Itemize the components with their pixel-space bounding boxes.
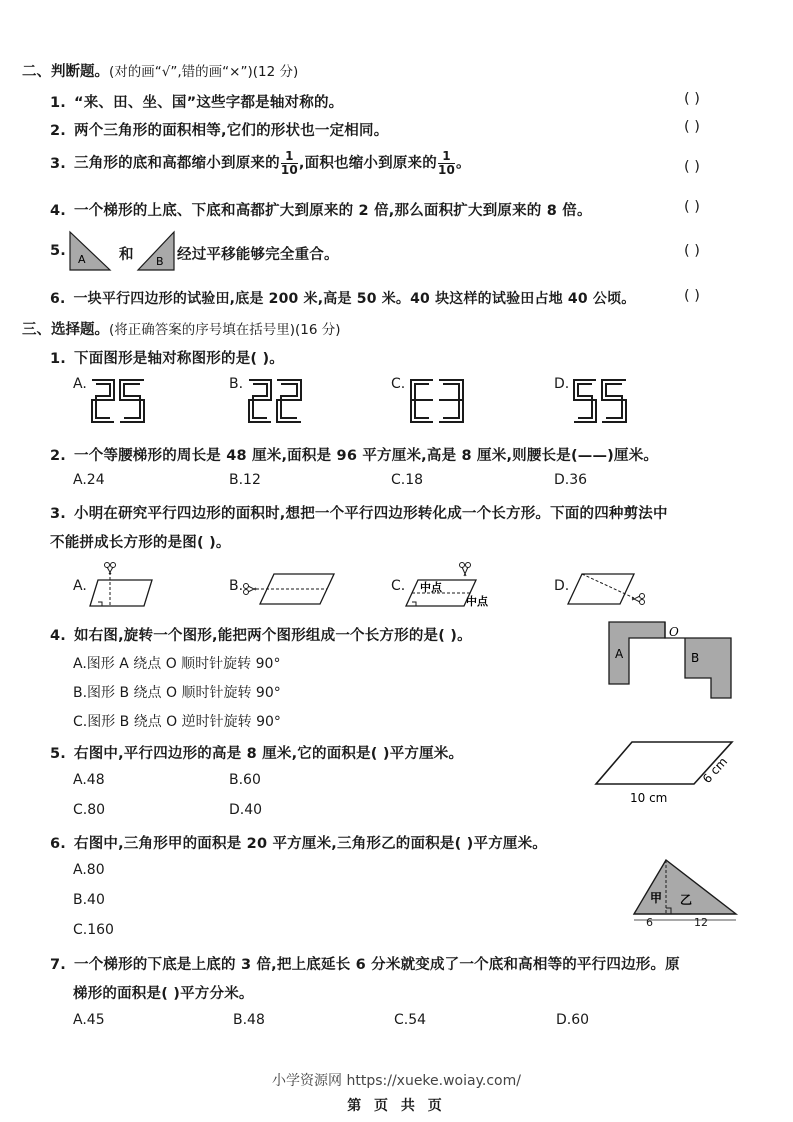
- question-text: 如右图,旋转一个图形,能把两个图形组成一个长方形的是( )。: [74, 628, 472, 644]
- triangle-figure: [632, 858, 740, 930]
- question-number: 6.: [50, 291, 66, 307]
- answer-paren-3[interactable]: ( ): [684, 159, 700, 175]
- option-3c[interactable]: C.: [391, 578, 406, 594]
- triangle-a-label: A: [78, 253, 86, 266]
- digit-5-shape: [120, 380, 144, 422]
- question-text: 一个梯形的上底、下底和高都扩大到原来的 2 倍,那么面积扩大到原来的 8 倍。: [74, 203, 592, 219]
- section3-title: 三、选择题。: [22, 322, 109, 338]
- question-text: 小明在研究平行四边形的面积时,想把一个平行四边形转化成一个长方形。下面的四种剪法中: [74, 506, 668, 522]
- option-5d[interactable]: D.40: [229, 802, 263, 818]
- scissors-icon: [460, 563, 471, 577]
- option-2b[interactable]: B.12: [229, 472, 261, 488]
- question-text: 一个等腰梯形的周长是 48 厘米,面积是 96 平方厘米,高是 8 厘米,则腰长是(——)厘米。: [74, 448, 659, 464]
- option-1d[interactable]: D.: [554, 376, 570, 392]
- question-text-5: 经过平移能够完全重合。: [177, 247, 339, 263]
- label-6: 6: [646, 916, 653, 929]
- question-text-3-line2: 不能拼成长方形的是图( )。: [50, 535, 231, 551]
- choice-question-2: [50, 444, 658, 465]
- option-5a[interactable]: A.48: [73, 772, 105, 788]
- judge-question-6: [50, 288, 636, 308]
- footer-page: 第 页 共 页: [347, 1098, 446, 1114]
- parallelogram-figure: [594, 740, 744, 810]
- digit-3-mirror-shape: [411, 380, 433, 422]
- scissors-icon: [105, 563, 116, 575]
- section3-heading: [22, 318, 341, 339]
- choice-question-3: [50, 502, 668, 523]
- answer-paren-5[interactable]: ( ): [684, 243, 700, 259]
- scissors-icon: [632, 594, 645, 605]
- fraction: [438, 150, 455, 177]
- option-6a[interactable]: A.80: [73, 862, 105, 878]
- digits-25-figure: [90, 378, 146, 426]
- question-text: “来、田、坐、国”这些字都是轴对称的。: [74, 95, 344, 111]
- section2-subtitle: (对的画“√”,错的画“×”)(12 分): [109, 64, 299, 80]
- section2-title: 二、判断题。: [22, 64, 109, 80]
- option-1b[interactable]: B.: [229, 376, 244, 392]
- parallelogram-shape: [568, 574, 634, 604]
- triangle-a-figure: [68, 230, 112, 272]
- option-7b[interactable]: B.48: [233, 1012, 265, 1028]
- cut-figure-d: [568, 572, 652, 610]
- choice-question-1: [50, 347, 284, 368]
- option-7a[interactable]: A.45: [73, 1012, 105, 1028]
- digit-2-shape: [249, 380, 271, 422]
- option-7d[interactable]: D.60: [556, 1012, 590, 1028]
- judge-question-4: [50, 199, 592, 220]
- fraction-denominator: 10: [280, 163, 298, 177]
- base-label: 10 cm: [630, 791, 668, 805]
- option-2d[interactable]: D.36: [554, 472, 588, 488]
- fraction-numerator: 1: [281, 150, 298, 164]
- triangle-a-shape: [70, 232, 110, 270]
- judge-question-3: [50, 150, 471, 177]
- question-text-7-line2: 梯形的面积是( )平方分米。: [73, 986, 254, 1002]
- digit-3-shape: [439, 380, 463, 422]
- option-6c[interactable]: C.160: [73, 922, 114, 938]
- section2-heading: [22, 60, 298, 81]
- cut-figure-a: [88, 562, 158, 612]
- jia-label: 甲: [650, 891, 663, 905]
- label-12: 12: [694, 916, 708, 929]
- option-3d[interactable]: D.: [554, 578, 570, 594]
- digit-2-shape: [92, 380, 114, 422]
- question-number-5: 5.: [50, 243, 66, 259]
- triangle-b-figure: [136, 230, 176, 272]
- fraction: [281, 150, 298, 177]
- question-number: 1.: [50, 95, 66, 111]
- digits-55-figure: [572, 378, 628, 426]
- question-text: 一块平行四边形的试验田,底是 200 米,高是 50 米。40 块这样的试验田占地 40 公顷。: [73, 291, 636, 307]
- option-5c[interactable]: C.80: [73, 802, 106, 818]
- question-number: 3.: [50, 155, 66, 172]
- option-4c[interactable]: C.图形 B 绕点 O 逆时针旋转 90°: [73, 714, 281, 730]
- midpoint-label: 中点: [466, 595, 488, 608]
- digit-5-shape: [574, 380, 596, 422]
- choice-question-7: [50, 953, 680, 974]
- fraction-denominator: 10: [437, 163, 456, 177]
- option-1a[interactable]: A.: [73, 376, 87, 392]
- digit-5-shape: [602, 380, 626, 422]
- cut-figure-c: [406, 562, 496, 612]
- judge-question-1: [50, 91, 343, 112]
- digit-2-shape: [277, 380, 301, 422]
- option-6b[interactable]: B.40: [73, 892, 105, 908]
- question-number: 3.: [50, 506, 66, 522]
- option-2a[interactable]: A.24: [73, 472, 105, 488]
- midpoint-label: 中点: [420, 581, 442, 594]
- choice-question-6: [50, 832, 547, 853]
- answer-paren-1[interactable]: ( ): [684, 91, 700, 107]
- question-number: 2.: [50, 123, 66, 139]
- and-text: 和: [119, 247, 134, 263]
- option-3b[interactable]: B.: [229, 578, 244, 594]
- digits-22-figure: [247, 378, 303, 426]
- question-number: 2.: [50, 448, 66, 464]
- cut-line: [582, 574, 634, 598]
- option-1c[interactable]: C.: [391, 376, 406, 392]
- question-number: 7.: [50, 957, 66, 973]
- shape-a-label: A: [615, 647, 624, 661]
- choice-question-5: [50, 742, 463, 763]
- question-number: 4.: [50, 203, 66, 219]
- footer-source: 小学资源网 https://xueke.woiay.com/: [272, 1073, 521, 1089]
- question-text: ,面积也缩小到原来的: [298, 155, 437, 172]
- option-7c[interactable]: C.54: [394, 1012, 427, 1028]
- answer-paren-6[interactable]: ( ): [684, 288, 700, 304]
- answer-paren-4[interactable]: ( ): [684, 199, 700, 215]
- question-number: 1.: [50, 351, 66, 367]
- question-text: 三角形的底和高都缩小到原来的: [74, 155, 280, 172]
- side-label: 6 cm: [699, 754, 731, 787]
- answer-paren-2[interactable]: ( ): [684, 119, 700, 135]
- question-text: 下面图形是轴对称图形的是( )。: [74, 351, 285, 367]
- question-text: 右图中,三角形甲的面积是 20 平方厘米,三角形乙的面积是( )平方厘米。: [74, 836, 547, 852]
- question-text: 右图中,平行四边形的高是 8 厘米,它的面积是( )平方厘米。: [74, 746, 464, 762]
- question-number: 4.: [50, 628, 66, 644]
- option-4b[interactable]: B.图形 B 绕点 O 顺时针旋转 90°: [73, 685, 281, 701]
- section3-subtitle: (将正确答案的序号填在括号里)(16 分): [109, 322, 341, 338]
- cut-figure-b: [242, 572, 338, 610]
- question-number: 5.: [50, 746, 66, 762]
- option-2c[interactable]: C.18: [391, 472, 424, 488]
- shape-b-label: B: [691, 651, 700, 665]
- digits-3e-figure: [409, 378, 465, 426]
- rotation-figure: [607, 620, 737, 702]
- fraction-numerator: 1: [438, 150, 455, 164]
- scissors-icon: [244, 584, 257, 595]
- question-number: 6.: [50, 836, 66, 852]
- question-text: 两个三角形的面积相等,它们的形状也一定相同。: [74, 123, 389, 139]
- option-5b[interactable]: B.60: [229, 772, 261, 788]
- question-text: 一个梯形的下底是上底的 3 倍,把上底延长 6 分米就变成了一个底和高相等的平行四边形。原: [74, 957, 680, 973]
- option-3a[interactable]: A.: [73, 578, 87, 594]
- choice-question-4: [50, 624, 472, 645]
- question-text: 。: [456, 155, 471, 172]
- triangle-b-label: B: [156, 255, 164, 268]
- judge-question-2: [50, 119, 388, 140]
- option-4a[interactable]: A.图形 A 绕点 O 顺时针旋转 90°: [73, 656, 281, 672]
- yi-label: 乙: [680, 893, 693, 907]
- point-o-label: O: [669, 625, 679, 639]
